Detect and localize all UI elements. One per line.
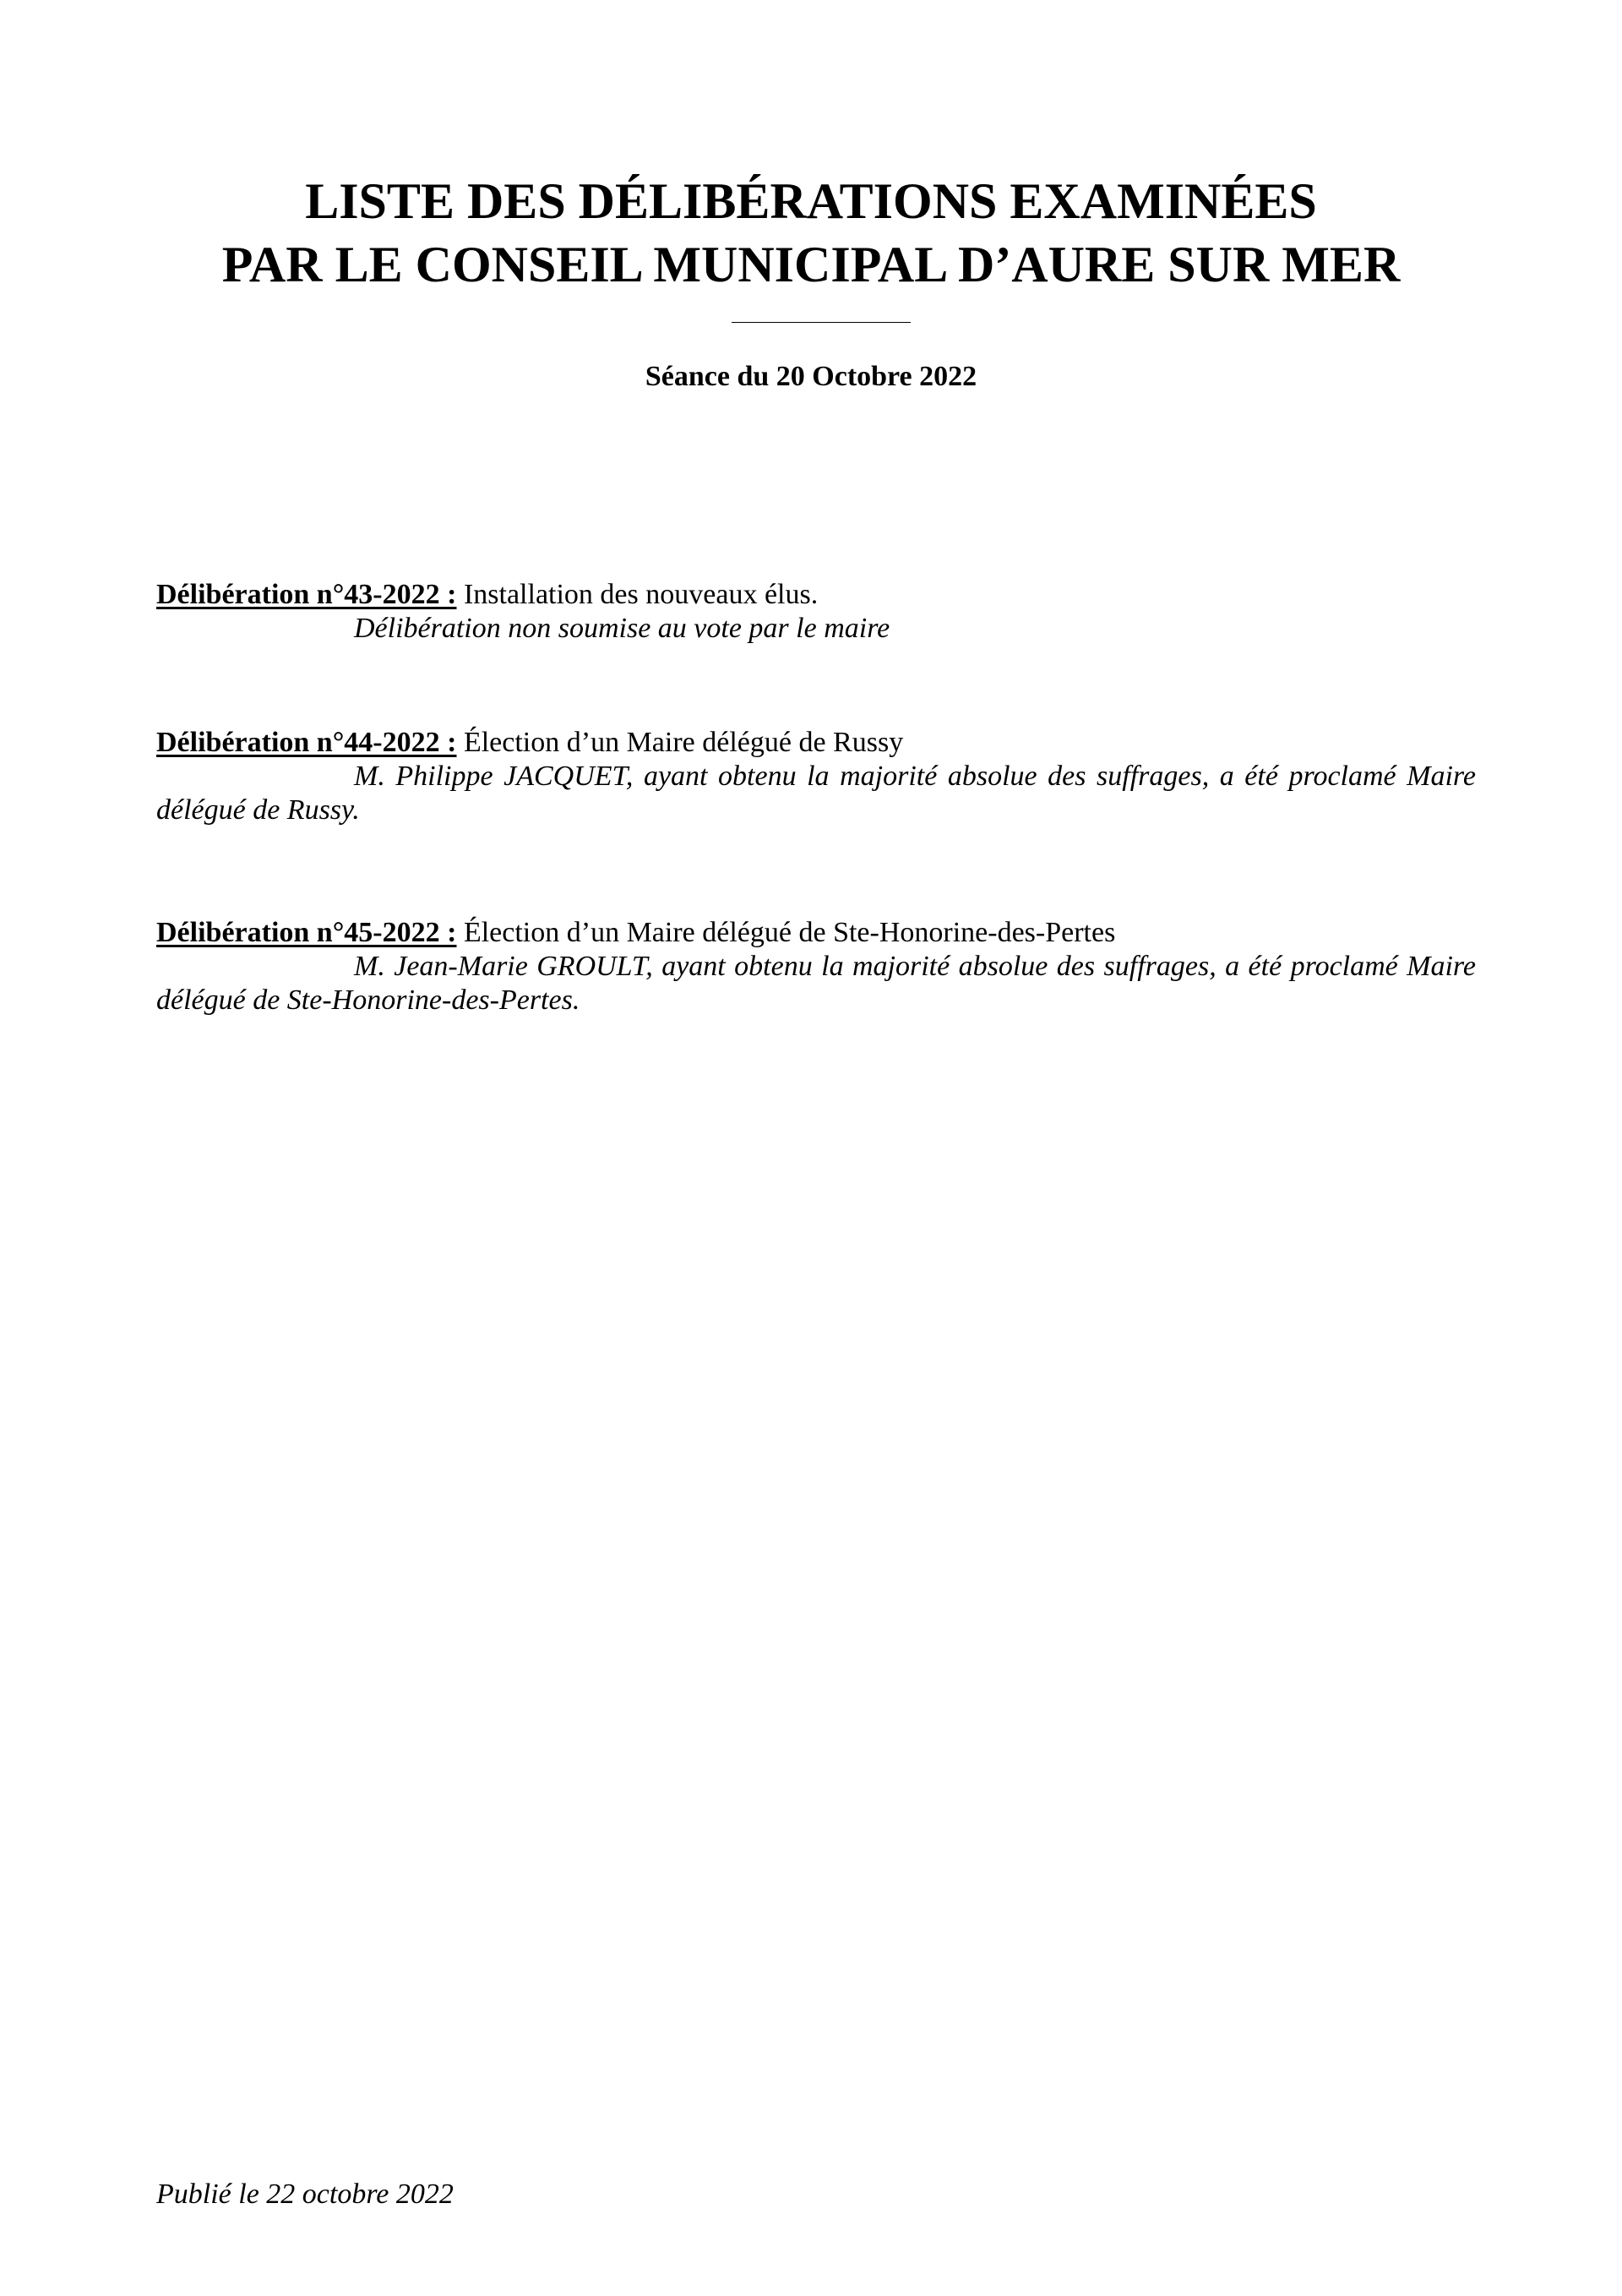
deliberation-item <box>156 916 1476 1017</box>
deliberation-note: Délibération non soumise au vote par le maire <box>354 613 890 644</box>
deliberation-heading <box>156 916 1476 950</box>
deliberation-label: Délibération n°44-2022 : <box>156 727 457 758</box>
deliberation-note: M. Philippe JACQUET, ayant obtenu la majorité absolue des suffrages, a été proclamé Maire délégué de Russy. <box>156 761 1476 826</box>
publication-date: Publié le 22 octobre 2022 <box>156 2179 454 2210</box>
deliberation-subject: Élection d’un Maire délégué de Russy <box>463 727 904 758</box>
deliberation-subject: Élection d’un Maire délégué de Ste-Honorine-des-Pertes <box>463 917 1116 948</box>
deliberation-heading <box>156 578 1476 612</box>
deliberation-subject: Installation des nouveaux élus. <box>463 579 819 610</box>
deliberation-label: Délibération n°43-2022 : <box>156 579 457 610</box>
document-title-line-2: PAR LE CONSEIL MUNICIPAL D’AURE SUR MER <box>221 237 1401 292</box>
deliberation-heading <box>156 726 1476 760</box>
document-title-line-1: LISTE DES DÉLIBÉRATIONS EXAMINÉES <box>305 173 1317 229</box>
deliberation-item <box>156 578 1476 646</box>
seance-date: Séance du 20 Octobre 2022 <box>645 361 977 392</box>
deliberation-item <box>156 726 1476 827</box>
deliberation-label: Délibération n°45-2022 : <box>156 917 457 948</box>
title-divider <box>732 322 911 323</box>
deliberation-note: M. Jean-Marie GROULT, ayant obtenu la majorité absolue des suffrages, a été proclamé Maire délégué de Ste-Honorine-des-Pertes. <box>156 951 1476 1016</box>
